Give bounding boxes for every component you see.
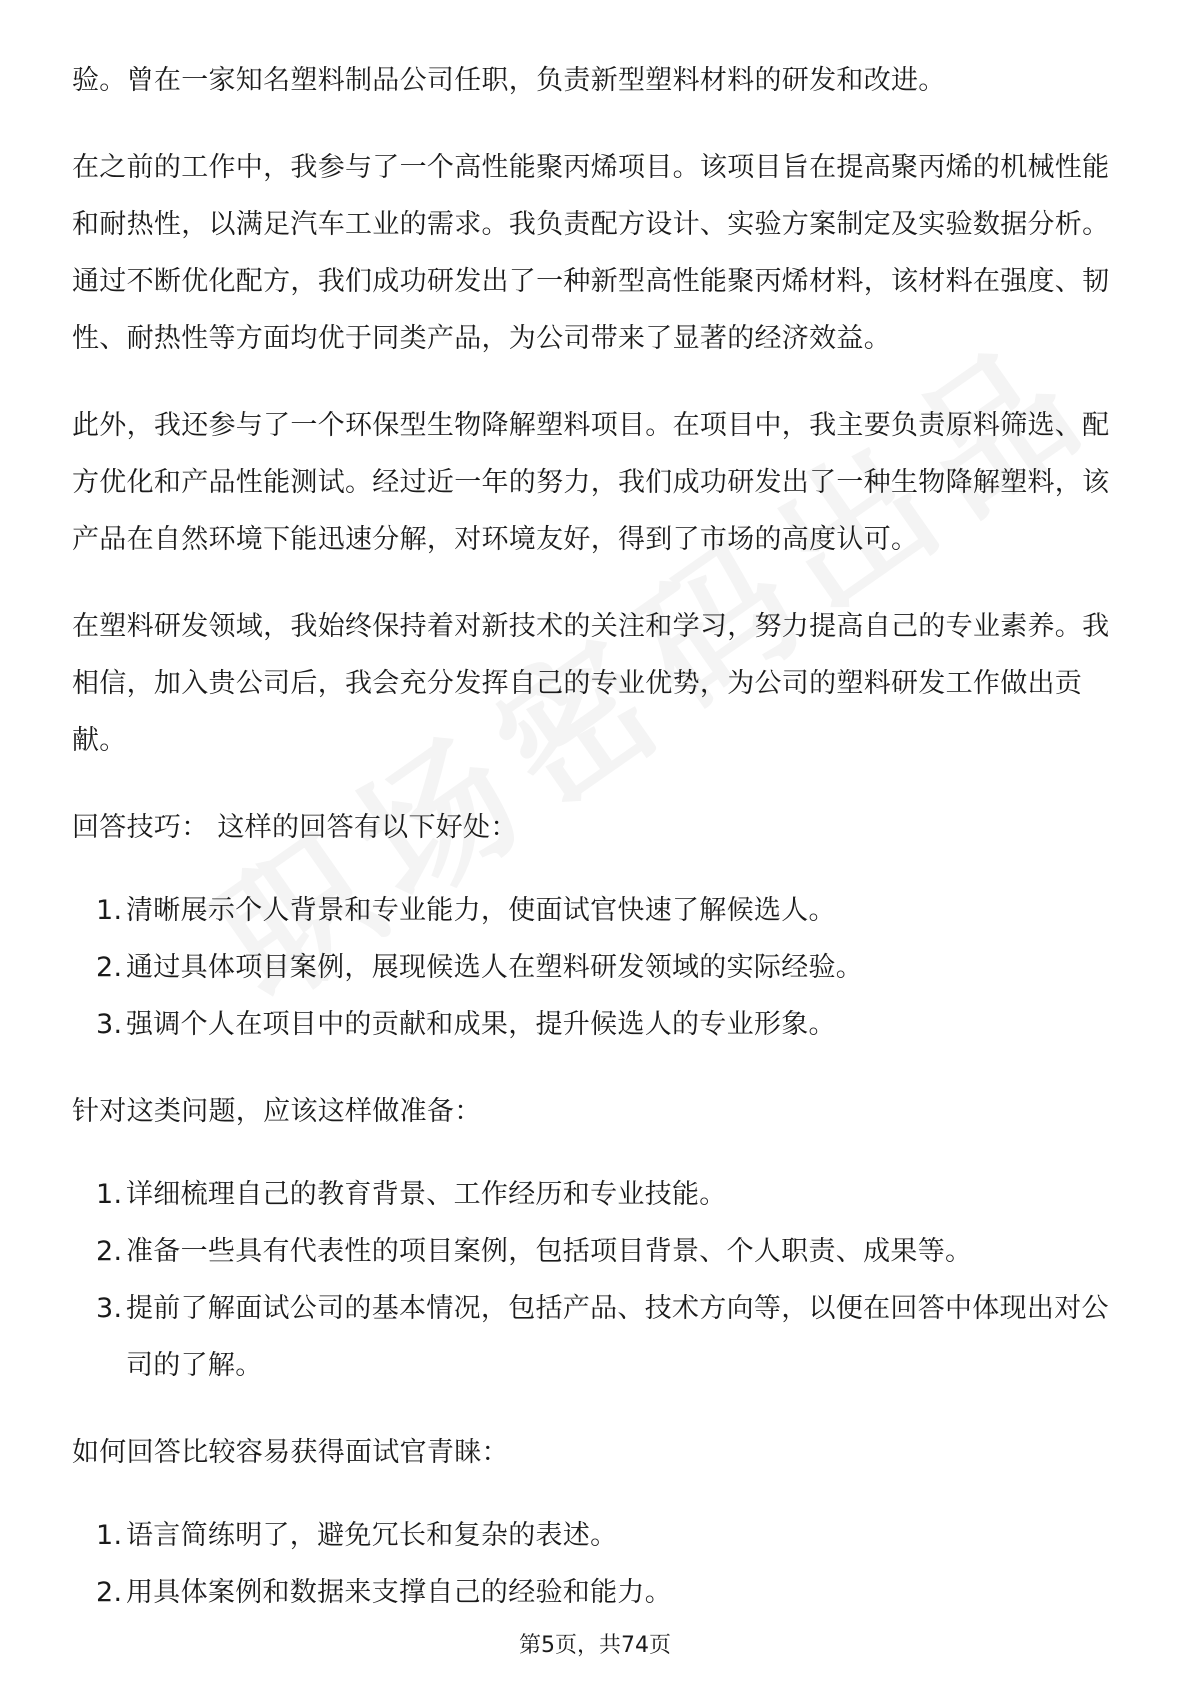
list-text: 提前了解面试公司的基本情况，包括产品、技术方向等，以便在回答中体现出对公司的了解。: [126, 1293, 1109, 1381]
list-text: 准备一些具有代表性的项目案例，包括项目背景、个人职责、成果等。: [126, 1236, 973, 1267]
list-number: 1.: [96, 1179, 123, 1210]
list-number: 1.: [96, 1520, 123, 1551]
list-number: 1.: [96, 895, 123, 926]
list-item: [72, 1166, 1118, 1223]
list-number: 2.: [96, 1236, 123, 1267]
favor-list: [72, 1507, 1118, 1621]
list-text: 通过具体项目案例，展现候选人在塑料研发领域的实际经验。: [126, 952, 864, 983]
list-item: [72, 1280, 1118, 1394]
list-number: 3.: [96, 1293, 123, 1324]
tips-heading: 回答技巧： 这样的回答有以下好处：: [72, 812, 518, 843]
page-content: [72, 52, 1118, 1651]
prep-heading: 针对这类问题，应该这样做准备：: [72, 1096, 482, 1127]
favor-heading: 如何回答比较容易获得面试官青睐：: [72, 1437, 509, 1468]
paragraph-1: 验。曾在一家知名塑料制品公司任职，负责新型塑料材料的研发和改进。: [72, 65, 946, 96]
list-text: 详细梳理自己的教育背景、工作经历和专业技能。: [126, 1179, 727, 1210]
prep-list: [72, 1166, 1118, 1394]
list-item: [72, 1507, 1118, 1564]
page-number: 第5页，共74页: [519, 1633, 671, 1658]
list-text: 清晰展示个人背景和专业能力，使面试官快速了解候选人。: [126, 895, 836, 926]
tips-list: [72, 882, 1118, 1053]
list-text: 用具体案例和数据来支撑自己的经验和能力。: [126, 1577, 672, 1608]
list-item: [72, 1564, 1118, 1621]
list-number: 2.: [96, 952, 123, 983]
list-number: 3.: [96, 1009, 123, 1040]
list-item: [72, 996, 1118, 1053]
list-item: [72, 939, 1118, 996]
list-item: [72, 1223, 1118, 1280]
list-number: 2.: [96, 1577, 123, 1608]
paragraph-4: 在塑料研发领域，我始终保持着对新技术的关注和学习，努力提高自己的专业素养。我相信，加入贵公司后，我会充分发挥自己的专业优势，为公司的塑料研发工作做出贡献。: [72, 611, 1110, 756]
paragraph-3: 此外，我还参与了一个环保型生物降解塑料项目。在项目中，我主要负责原料筛选、配方优化和产品性能测试。经过近一年的努力，我们成功研发出了一种生物降解塑料，该产品在自然环境下能迅速分解，对环境友好，得到了市场的高度认可。: [72, 410, 1110, 555]
list-text: 强调个人在项目中的贡献和成果，提升候选人的专业形象。: [126, 1009, 836, 1040]
list-text: 语言简练明了，避免冗长和复杂的表述。: [126, 1520, 618, 1551]
list-item: [72, 882, 1118, 939]
paragraph-2: 在之前的工作中，我参与了一个高性能聚丙烯项目。该项目旨在提高聚丙烯的机械性能和耐热性，以满足汽车工业的需求。我负责配方设计、实验方案制定及实验数据分析。通过不断优化配方，我们成功研发出了一种新型高性能聚丙烯材料，该材料在强度、韧性、耐热性等方面均优于同类产品，为公司带来了显著的经济效益。: [72, 152, 1110, 354]
